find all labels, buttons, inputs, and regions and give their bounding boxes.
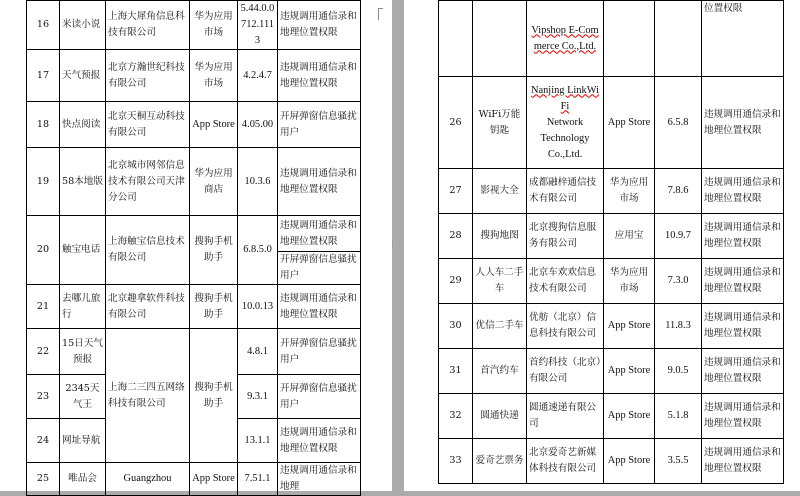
- developer-company: 北京车欢欢信息技术有限公司: [527, 259, 604, 304]
- table-row: [27, 50, 361, 102]
- app-version: 4.2.4.7: [238, 50, 278, 102]
- developer-company-line: Nanjing LinkWiFi: [531, 84, 599, 112]
- app-version: 5.1.8: [655, 394, 702, 439]
- issue-text: 违规调用通信录和地理位置权限: [702, 349, 784, 394]
- issue-text: 违规调用通信录和地理位置权限: [278, 50, 361, 102]
- table-row: [439, 439, 784, 484]
- app-name: 去哪儿旅行: [60, 285, 106, 329]
- table-row: [27, 216, 361, 252]
- developer-company-text: Vipshop E-Commerce Co.,Ltd.: [531, 24, 599, 52]
- issue-text: 违规调用通信录和地理位置权限: [278, 419, 361, 463]
- row-number: 25: [27, 463, 60, 496]
- issue-text: 违规调用通信录和地理位置权限: [702, 77, 784, 169]
- app-name: 2345天气王: [60, 375, 106, 419]
- app-store: App Store: [604, 77, 655, 169]
- app-version: 4.05.00: [238, 102, 278, 148]
- developer-company-line: Network: [546, 116, 584, 128]
- app-store: 华为应用市场: [190, 1, 238, 50]
- table-row: [27, 285, 361, 329]
- app-store: App Store: [604, 304, 655, 349]
- table-row: [439, 259, 784, 304]
- app-name: 人人车二手车: [473, 259, 527, 304]
- issue-text: 违规调用通信录和地理位置权限: [702, 439, 784, 484]
- app-store: 搜狗手机助手: [190, 329, 238, 463]
- issue-text: 违规调用通信录和地理位置权限: [702, 169, 784, 214]
- developer-company: [527, 1, 604, 77]
- app-name: 圆通快递: [473, 394, 527, 439]
- developer-company: 优舫（北京）信息科技有限公司: [527, 304, 604, 349]
- app-name: 快点阅读: [60, 102, 106, 148]
- issue-text: 违规调用通信录和地理: [278, 463, 361, 496]
- table-row: [27, 329, 361, 375]
- row-number: 29: [439, 259, 473, 304]
- row-number: 19: [27, 148, 60, 216]
- developer-company: 北京爱奇艺新媒体科技有限公司: [527, 439, 604, 484]
- row-number: 26: [439, 77, 473, 169]
- developer-company: 北京城市网邻信息技术有限公司天津分公司: [106, 148, 190, 216]
- document-page-right: [404, 0, 800, 491]
- row-number: 17: [27, 50, 60, 102]
- issue-text: 违规调用通信录和地理位置权限: [278, 1, 361, 50]
- app-store: App Store: [604, 349, 655, 394]
- app-list-table-left: [26, 0, 361, 496]
- app-store: 应用宝: [604, 214, 655, 259]
- table-row: [27, 148, 361, 216]
- app-version: 4.8.1: [238, 329, 278, 375]
- row-number: 30: [439, 304, 473, 349]
- app-name: 爱奇艺票务: [473, 439, 527, 484]
- app-name: 15日天气预报: [60, 329, 106, 375]
- table-row: [439, 394, 784, 439]
- table-row: [27, 463, 361, 496]
- developer-company: Guangzhou: [106, 463, 190, 496]
- row-number: 24: [27, 419, 60, 463]
- issue-text: 违规调用通信录和地理位置权限: [702, 259, 784, 304]
- table-row: [439, 169, 784, 214]
- app-version: 7.3.0: [655, 259, 702, 304]
- issue-text: 开屏弹窗信息骚扰用户: [278, 102, 361, 148]
- issue-text: 开屏弹窗信息骚扰用户: [278, 329, 361, 375]
- issue-text: 违规调用通信录和地理位置权限: [278, 216, 361, 252]
- app-name: [473, 1, 527, 77]
- row-number: 32: [439, 394, 473, 439]
- row-number: 22: [27, 329, 60, 375]
- developer-company-line: Technology: [540, 132, 590, 144]
- margin-corner-mark: [378, 8, 383, 20]
- app-version: 9.0.5: [655, 349, 702, 394]
- app-version: 6.5.8: [655, 77, 702, 169]
- app-store: App Store: [190, 463, 238, 496]
- developer-company: 首约科技（北京）有限公司: [527, 349, 604, 394]
- app-name: 首汽约车: [473, 349, 527, 394]
- document-page-left: [0, 0, 392, 491]
- app-name: 触宝电话: [60, 216, 106, 285]
- table-row: [439, 1, 784, 77]
- app-version: [655, 1, 702, 77]
- table-row: [439, 349, 784, 394]
- app-store: 华为应用商店: [190, 148, 238, 216]
- developer-company: 圆通速递有限公司: [527, 394, 604, 439]
- app-name: 搜狗地图: [473, 214, 527, 259]
- app-version: 3.5.5: [655, 439, 702, 484]
- developer-company: [527, 77, 604, 169]
- table-row: [27, 102, 361, 148]
- row-number: 20: [27, 216, 60, 285]
- app-store: 搜狗手机助手: [190, 216, 238, 285]
- row-number: 23: [27, 375, 60, 419]
- row-number: 21: [27, 285, 60, 329]
- row-number: 16: [27, 1, 60, 50]
- developer-company: 上海二三四五网络科技有限公司: [106, 329, 190, 463]
- app-name: 唯品会: [60, 463, 106, 496]
- row-number: [439, 1, 473, 77]
- row-number: 33: [439, 439, 473, 484]
- app-version: 10.9.7: [655, 214, 702, 259]
- app-name: 米读小说: [60, 1, 106, 50]
- developer-company: 上海触宝信息技术有限公司: [106, 216, 190, 285]
- table-row: [27, 1, 361, 50]
- app-version: 10.0.13: [238, 285, 278, 329]
- row-number: 31: [439, 349, 473, 394]
- table-row: [439, 304, 784, 349]
- issue-text: 开屏弹窗信息骚扰用户: [278, 252, 361, 285]
- app-store: 搜狗手机助手: [190, 285, 238, 329]
- app-store: App Store: [190, 102, 238, 148]
- developer-company: 北京天桐互动科技有限公司: [106, 102, 190, 148]
- page-edge-marker: |: [391, 238, 394, 247]
- issue-text: 违规调用通信录和地理位置权限: [278, 285, 361, 329]
- app-version: 10.3.6: [238, 148, 278, 216]
- developer-company: 北京方瀚世纪科技有限公司: [106, 50, 190, 102]
- developer-company: 北京趣拿软件科技有限公司: [106, 285, 190, 329]
- app-name: 影视大全: [473, 169, 527, 214]
- app-store: [604, 1, 655, 77]
- app-list-table-right: [438, 0, 784, 484]
- issue-text: 违规调用通信录和地理位置权限: [702, 394, 784, 439]
- table-row: [439, 214, 784, 259]
- table-row: [439, 77, 784, 169]
- row-number: 27: [439, 169, 473, 214]
- developer-company: 上海大犀角信息科技有限公司: [106, 1, 190, 50]
- app-name: 天气预报: [60, 50, 106, 102]
- issue-text: 违规调用通信录和地理位置权限: [278, 148, 361, 216]
- issue-text: 开屏弹窗信息骚扰用户: [278, 375, 361, 419]
- app-version: 11.8.3: [655, 304, 702, 349]
- app-store: App Store: [604, 394, 655, 439]
- app-version: 6.8.5.0: [238, 216, 278, 285]
- app-version: 7.8.6: [655, 169, 702, 214]
- app-version: 9.3.1: [238, 375, 278, 419]
- app-name: 优信二手车: [473, 304, 527, 349]
- row-number: 18: [27, 102, 60, 148]
- app-version: 5.44.0.0712.1113: [238, 1, 278, 50]
- developer-company-line: Co.,Ltd.: [547, 148, 583, 160]
- developer-company: 北京搜狗信息服务有限公司: [527, 214, 604, 259]
- issue-text: 位置权限: [702, 1, 784, 77]
- row-number: 28: [439, 214, 473, 259]
- app-name: 58本地版: [60, 148, 106, 216]
- app-name: WiFi万能钥匙: [473, 77, 527, 169]
- issue-text: 违规调用通信录和地理位置权限: [702, 304, 784, 349]
- app-store: App Store: [604, 439, 655, 484]
- app-version: 7.51.1: [238, 463, 278, 496]
- issue-text: 违规调用通信录和地理位置权限: [702, 214, 784, 259]
- app-store: 华为应用市场: [190, 50, 238, 102]
- app-store: 华为应用市场: [604, 259, 655, 304]
- app-version: 13.1.1: [238, 419, 278, 463]
- app-name: 网址导航: [60, 419, 106, 463]
- developer-company: 成都融梓通信技术有限公司: [527, 169, 604, 214]
- app-store: 华为应用市场: [604, 169, 655, 214]
